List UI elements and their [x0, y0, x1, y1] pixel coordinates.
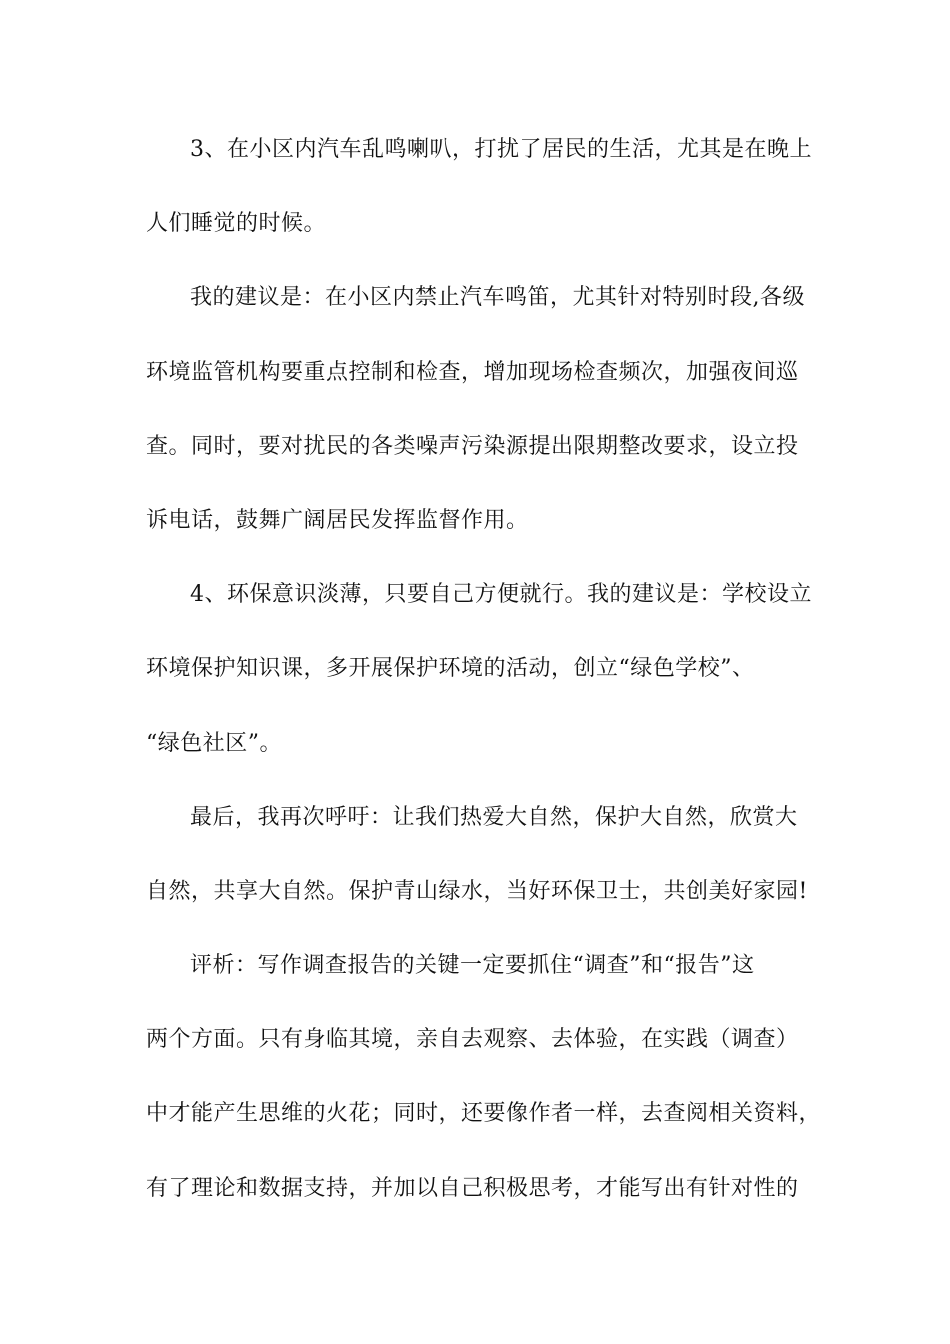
paragraph-line: 环境监管机构要重点控制和检查，增加现场检查频次，加强夜间巡 [146, 359, 799, 385]
paragraph-line: 查。同时，要对扰民的各类噪声污染源提出限期整改要求，设立投 [146, 433, 799, 459]
paragraph-line: 4、环保意识淡薄，只要自己方便就行。我的建议是：学校设立 [190, 582, 812, 608]
paragraph-line: 自然，共享大自然。保护青山绿水，当好环保卫士，共创美好家园! [146, 878, 808, 904]
paragraph-line: 环境保护知识课，多开展保护环境的活动，创立“绿色学校”、 [146, 656, 755, 682]
paragraph-line: 评析：写作调查报告的关键一定要抓住“调查”和“报告”这 [190, 953, 755, 979]
paragraph-line: 我的建议是：在小区内禁止汽车鸣笛，尤其针对特别时段,各级 [190, 285, 805, 311]
paragraph-line: 两个方面。只有身临其境，亲自去观察、去体验，在实践（调查） [146, 1027, 799, 1053]
paragraph-line: 3、在小区内汽车乱鸣喇叭，打扰了居民的生活，尤其是在晚上 [190, 137, 812, 162]
paragraph-line: 最后，我再次呼吁：让我们热爱大自然，保护大自然，欣赏大 [190, 804, 798, 830]
paragraph-line: “绿色社区”。 [146, 730, 282, 756]
paragraph-line: 中才能产生思维的火花；同时，还要像作者一样，去查阅相关资料， [146, 1101, 822, 1127]
body-text [146, 128, 822, 1241]
paragraph-line: 人们睡觉的时候。 [146, 211, 327, 237]
paragraph-line: 有了理论和数据支持，并加以自己积极思考，才能写出有针对性的 [146, 1175, 799, 1201]
paragraph-line: 诉电话，鼓舞广阔居民发挥监督作用。 [146, 507, 529, 533]
